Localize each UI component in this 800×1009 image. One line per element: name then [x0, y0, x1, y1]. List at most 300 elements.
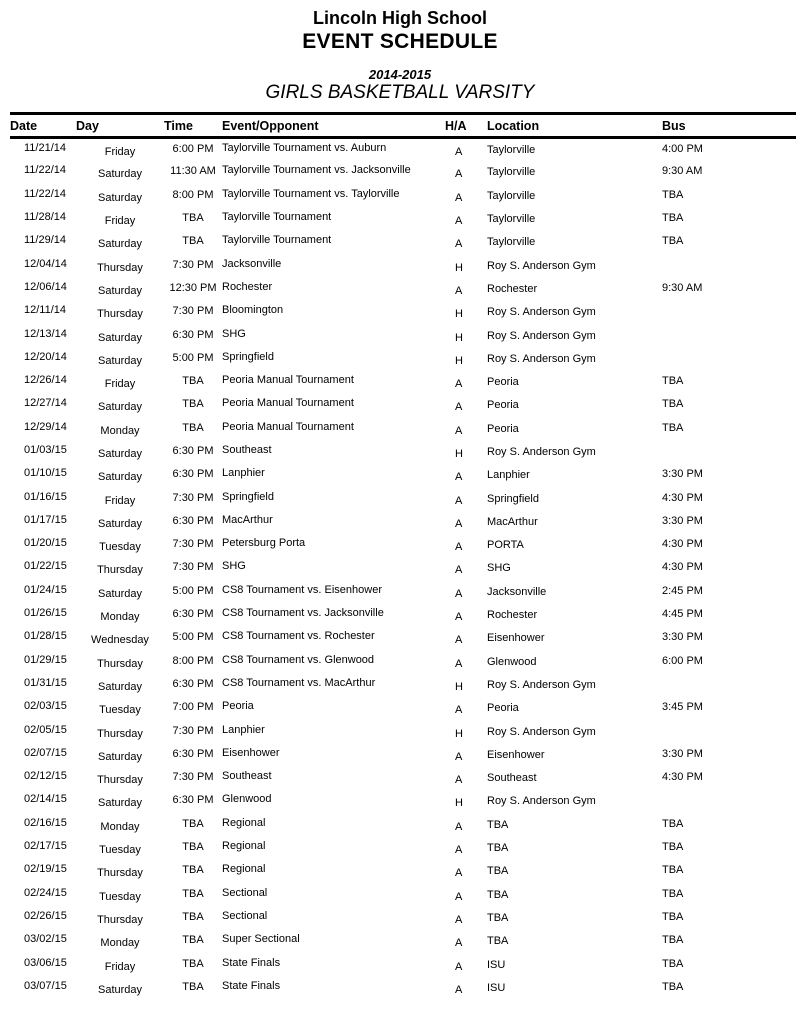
cell-bus: TBA — [662, 864, 684, 877]
table-row — [10, 534, 796, 557]
cell-bus — [662, 672, 796, 695]
cell-day: Thursday — [97, 657, 143, 670]
cell-event: Regional — [222, 816, 266, 829]
cell-time: 7:30 PM — [172, 258, 214, 271]
cell-day: Friday — [104, 145, 136, 158]
cell-location: Peoria — [487, 422, 519, 435]
cell-day: Saturday — [97, 517, 143, 530]
cell-bus — [662, 439, 796, 462]
cell-bus: TBA — [662, 841, 684, 854]
cell-ha: A — [455, 564, 463, 577]
cell-ha: A — [455, 913, 463, 926]
cell-time: TBA — [182, 375, 204, 388]
cell-day: Friday — [104, 960, 136, 973]
cell-event: Peoria Manual Tournament — [222, 374, 354, 387]
cell-day: Saturday — [97, 238, 143, 251]
cell-bus: 3:45 PM — [662, 701, 703, 714]
table-row — [10, 673, 796, 696]
cell-time: 7:30 PM — [172, 771, 214, 784]
cell-location: Roy S. Anderson Gym — [487, 725, 596, 738]
cell-location: Roy S. Anderson Gym — [487, 329, 596, 342]
cell-time: 6:30 PM — [172, 468, 214, 481]
cell-location: TBA — [487, 865, 509, 878]
cell-ha: A — [455, 890, 463, 903]
cell-day: Saturday — [97, 284, 143, 297]
cell-day: Friday — [104, 378, 136, 391]
cell-time: TBA — [182, 980, 204, 993]
cell-event: Taylorville Tournament — [222, 211, 332, 224]
cell-event: Glenwood — [222, 793, 272, 806]
cell-time: 6:30 PM — [172, 608, 214, 621]
cell-bus: 3:30 PM — [662, 631, 703, 644]
cell-event: CS8 Tournament vs. Rochester — [222, 630, 375, 643]
cell-time: 6:30 PM — [172, 445, 214, 457]
cell-ha: A — [455, 284, 463, 297]
cell-day: Friday — [104, 494, 136, 507]
cell-location: Roy S. Anderson Gym — [487, 678, 596, 691]
cell-event: Springfield — [222, 350, 274, 363]
cell-day: Saturday — [97, 471, 143, 484]
cell-ha: A — [455, 424, 463, 437]
schedule-table-body — [10, 138, 796, 1000]
cell-ha: H — [455, 354, 463, 367]
cell-location: TBA — [487, 842, 509, 855]
cell-ha: A — [455, 634, 463, 647]
cell-event: CS8 Tournament vs. Glenwood — [222, 653, 375, 666]
cell-day: Saturday — [97, 168, 143, 181]
column-header-ha: H/A — [445, 114, 487, 138]
cell-event: Regional — [222, 863, 266, 876]
cell-ha: H — [455, 261, 463, 274]
cell-day: Saturday — [97, 750, 143, 763]
cell-date: 03/02/15 — [24, 933, 67, 946]
cell-location: Taylorville — [487, 143, 536, 156]
table-row — [10, 254, 796, 277]
table-row — [10, 883, 796, 906]
cell-event: Sectional — [222, 909, 268, 922]
column-header-location: Location — [487, 114, 662, 138]
table-row — [10, 603, 796, 626]
cell-time: TBA — [182, 212, 204, 225]
table-row — [10, 207, 796, 230]
cell-day: Saturday — [97, 983, 143, 996]
table-row — [10, 906, 796, 929]
cell-event: Sectional — [222, 886, 268, 899]
cell-ha: A — [455, 401, 463, 414]
table-row — [10, 440, 796, 463]
cell-time: TBA — [182, 957, 204, 970]
cell-time: TBA — [182, 841, 204, 854]
cell-time: 7:30 PM — [172, 538, 214, 551]
cell-event: Taylorville Tournament vs. Jacksonville — [222, 164, 411, 177]
cell-time: 6:30 PM — [172, 328, 214, 341]
cell-day: Tuesday — [99, 541, 141, 554]
cell-date: 01/28/15 — [24, 630, 67, 643]
cell-ha: A — [455, 657, 463, 670]
cell-event: Super Sectional — [222, 933, 300, 946]
cell-event: Southeast — [222, 444, 272, 456]
season-label: 2014-2015 — [368, 67, 432, 82]
cell-date: 01/22/15 — [24, 560, 67, 573]
cell-date: 12/11/14 — [24, 304, 67, 317]
cell-event: Jacksonville — [222, 257, 282, 270]
cell-event: Bloomington — [222, 304, 284, 317]
cell-day: Thursday — [97, 913, 143, 926]
cell-time: 5:00 PM — [172, 351, 214, 364]
cell-ha: A — [455, 517, 463, 530]
cell-date: 01/29/15 — [24, 653, 67, 666]
cell-ha: A — [455, 587, 463, 600]
table-row — [10, 464, 796, 487]
table-row — [10, 627, 796, 650]
table-row — [10, 860, 796, 883]
cell-bus: 3:30 PM — [662, 514, 703, 527]
cell-day: Monday — [100, 611, 140, 624]
cell-ha: A — [455, 145, 463, 158]
cell-bus: 3:30 PM — [662, 747, 703, 760]
table-row — [10, 953, 796, 976]
cell-day: Friday — [104, 215, 136, 228]
cell-ha: H — [455, 680, 463, 693]
cell-time: TBA — [182, 235, 204, 248]
table-row — [10, 394, 796, 417]
table-row — [10, 324, 796, 347]
cell-time: 5:00 PM — [172, 631, 214, 644]
cell-ha: A — [455, 238, 463, 251]
cell-date: 01/26/15 — [24, 607, 67, 620]
cell-date: 01/31/15 — [24, 676, 67, 689]
cell-time: 7:30 PM — [172, 305, 214, 318]
table-row — [10, 813, 796, 836]
cell-event: SHG — [222, 327, 246, 340]
table-row — [10, 790, 796, 813]
cell-bus: TBA — [662, 934, 684, 947]
cell-day: Thursday — [97, 261, 143, 274]
cell-bus: TBA — [662, 887, 684, 900]
cell-date: 11/28/14 — [24, 211, 67, 224]
school-name: Lincoln High School — [313, 8, 487, 28]
cell-time: TBA — [182, 398, 204, 411]
table-row — [10, 720, 796, 743]
cell-bus — [662, 346, 796, 369]
table-row — [10, 184, 796, 207]
cell-date: 11/21/14 — [24, 141, 67, 154]
cell-ha: A — [455, 191, 463, 204]
cell-date: 01/20/15 — [24, 537, 67, 550]
cell-day: Monday — [100, 937, 140, 950]
cell-bus: TBA — [662, 235, 684, 248]
cell-date: 02/16/15 — [24, 816, 67, 829]
cell-location: Roy S. Anderson Gym — [487, 795, 596, 808]
cell-time: 7:30 PM — [172, 491, 214, 504]
cell-location: ISU — [487, 981, 506, 994]
cell-event: SHG — [222, 560, 246, 573]
table-row — [10, 557, 796, 580]
table-header-row — [10, 114, 796, 138]
cell-day: Saturday — [97, 797, 143, 810]
cell-day: Wednesday — [91, 634, 149, 647]
cell-event: Lanphier — [222, 467, 265, 480]
cell-day: Thursday — [97, 867, 143, 880]
cell-time: 6:30 PM — [172, 677, 214, 690]
cell-event: Petersburg Porta — [222, 537, 306, 550]
cell-ha: H — [455, 448, 463, 460]
cell-location: Peoria — [487, 399, 519, 412]
cell-location: Rochester — [487, 282, 538, 295]
cell-ha: A — [455, 471, 463, 484]
cell-date: 02/07/15 — [24, 746, 67, 759]
cell-location: Jacksonville — [487, 585, 547, 598]
cell-location: Peoria — [487, 376, 519, 389]
cell-bus: TBA — [662, 421, 684, 434]
cell-time: 7:00 PM — [172, 701, 214, 714]
cell-location: TBA — [487, 818, 509, 831]
cell-time: 5:00 PM — [172, 584, 214, 597]
cell-ha: A — [455, 704, 463, 717]
cell-event: Eisenhower — [222, 746, 280, 759]
cell-bus — [662, 719, 796, 742]
cell-date: 01/24/15 — [24, 583, 67, 596]
cell-date: 02/12/15 — [24, 770, 67, 783]
column-header-time: Time — [164, 114, 222, 138]
cell-day: Tuesday — [99, 704, 141, 717]
cell-ha: A — [455, 378, 463, 391]
cell-date: 01/17/15 — [24, 513, 67, 526]
cell-time: 12:30 PM — [169, 281, 217, 294]
table-row — [10, 930, 796, 953]
table-row — [10, 277, 796, 300]
table-row — [10, 697, 796, 720]
cell-time: TBA — [182, 934, 204, 947]
cell-date: 02/05/15 — [24, 723, 67, 736]
cell-day: Saturday — [97, 331, 143, 344]
cell-location: MacArthur — [487, 515, 538, 528]
cell-time: 6:30 PM — [172, 514, 214, 527]
cell-event: MacArthur — [222, 513, 273, 526]
cell-event: Taylorville Tournament — [222, 234, 332, 247]
cell-date: 11/22/14 — [24, 187, 67, 200]
column-header-event: Event/Opponent — [222, 114, 445, 138]
cell-bus: TBA — [662, 980, 684, 993]
cell-location: Taylorville — [487, 213, 536, 226]
cell-location: Glenwood — [487, 655, 537, 668]
cell-day: Thursday — [97, 564, 143, 577]
cell-date: 12/27/14 — [24, 397, 67, 410]
cell-ha: A — [455, 215, 463, 228]
cell-day: Saturday — [97, 680, 143, 693]
cell-bus — [662, 253, 796, 276]
cell-location: Roy S. Anderson Gym — [487, 259, 596, 272]
cell-location: Springfield — [487, 492, 539, 505]
cell-time: 6:30 PM — [172, 794, 214, 807]
document-title: EVENT SCHEDULE — [302, 30, 498, 53]
cell-location: Taylorville — [487, 189, 536, 202]
column-header-date: Date — [10, 114, 76, 138]
cell-event: CS8 Tournament vs. Jacksonville — [222, 607, 384, 620]
column-header-day: Day — [76, 114, 164, 138]
cell-date: 02/24/15 — [24, 886, 67, 899]
cell-location: TBA — [487, 888, 509, 901]
cell-ha: H — [455, 727, 463, 740]
cell-bus: TBA — [662, 375, 684, 388]
cell-date: 03/06/15 — [24, 956, 67, 969]
cell-date: 12/04/14 — [24, 257, 67, 270]
cell-ha: A — [455, 844, 463, 857]
cell-day: Saturday — [97, 401, 143, 414]
cell-bus: 2:45 PM — [662, 584, 703, 597]
cell-event: State Finals — [222, 979, 281, 992]
cell-date: 01/10/15 — [24, 467, 67, 480]
cell-location: TBA — [487, 911, 509, 924]
cell-bus: TBA — [662, 398, 684, 411]
cell-event: Springfield — [222, 490, 274, 503]
cell-time: TBA — [182, 910, 204, 923]
cell-bus: 3:30 PM — [662, 468, 703, 481]
document-header — [0, 0, 800, 104]
cell-ha: A — [455, 611, 463, 624]
cell-ha: H — [455, 331, 463, 344]
cell-bus: 4:30 PM — [662, 771, 703, 784]
cell-day: Saturday — [97, 191, 143, 204]
cell-day: Tuesday — [99, 890, 141, 903]
table-row — [10, 836, 796, 859]
cell-bus — [662, 300, 796, 323]
cell-ha: A — [455, 750, 463, 763]
table-row — [10, 347, 796, 370]
cell-date: 01/16/15 — [24, 490, 67, 503]
cell-time: 7:30 PM — [172, 561, 214, 574]
cell-bus: 4:00 PM — [662, 142, 703, 155]
cell-location: Southeast — [487, 772, 537, 785]
cell-date: 12/06/14 — [24, 280, 67, 293]
cell-ha: A — [455, 937, 463, 950]
cell-date: 12/20/14 — [24, 350, 67, 363]
cell-date: 12/29/14 — [24, 420, 67, 433]
cell-time: 6:30 PM — [172, 747, 214, 760]
cell-ha: A — [455, 541, 463, 554]
cell-day: Thursday — [97, 727, 143, 740]
table-row — [10, 743, 796, 766]
cell-date: 01/03/15 — [24, 444, 67, 456]
cell-location: Rochester — [487, 609, 538, 622]
cell-location: Roy S. Anderson Gym — [487, 306, 596, 319]
cell-date: 02/19/15 — [24, 863, 67, 876]
cell-event: Lanphier — [222, 723, 265, 736]
cell-ha: A — [455, 494, 463, 507]
table-row — [10, 161, 796, 184]
cell-bus: 9:30 AM — [662, 165, 703, 178]
cell-date: 02/14/15 — [24, 793, 67, 806]
cell-ha: H — [455, 797, 463, 810]
cell-day: Saturday — [97, 354, 143, 367]
table-row — [10, 138, 796, 161]
table-row — [10, 767, 796, 790]
cell-bus: TBA — [662, 957, 684, 970]
cell-ha: A — [455, 983, 463, 996]
cell-time: 8:00 PM — [172, 188, 214, 201]
table-row — [10, 650, 796, 673]
cell-date: 12/13/14 — [24, 327, 67, 340]
cell-event: Rochester — [222, 280, 273, 293]
cell-bus: TBA — [662, 817, 684, 830]
cell-date: 12/26/14 — [24, 374, 67, 387]
cell-location: Eisenhower — [487, 748, 545, 761]
cell-bus — [662, 789, 796, 812]
cell-day: Thursday — [97, 308, 143, 321]
cell-event: State Finals — [222, 956, 281, 969]
cell-location: SHG — [487, 562, 511, 575]
cell-day: Thursday — [97, 774, 143, 787]
cell-bus: 6:00 PM — [662, 654, 703, 667]
cell-location: TBA — [487, 935, 509, 948]
cell-time: TBA — [182, 421, 204, 434]
cell-time: TBA — [182, 817, 204, 830]
cell-ha: A — [455, 820, 463, 833]
cell-location: Peoria — [487, 702, 519, 715]
cell-event: Taylorville Tournament vs. Auburn — [222, 141, 387, 154]
column-header-bus: Bus — [662, 114, 796, 138]
cell-location: PORTA — [487, 539, 524, 552]
cell-time: 7:30 PM — [172, 724, 214, 737]
cell-bus: 4:45 PM — [662, 608, 703, 621]
table-row — [10, 370, 796, 393]
cell-day: Saturday — [97, 448, 143, 460]
schedule-table — [10, 112, 796, 999]
cell-event: Regional — [222, 840, 266, 853]
cell-time: 8:00 PM — [172, 654, 214, 667]
cell-day: Monday — [100, 424, 140, 437]
cell-location: Taylorville — [487, 166, 536, 179]
cell-day: Monday — [100, 820, 140, 833]
cell-event: Peoria — [222, 700, 254, 713]
table-row — [10, 231, 796, 254]
cell-bus: TBA — [662, 212, 684, 225]
cell-ha: A — [455, 774, 463, 787]
cell-ha: A — [455, 960, 463, 973]
cell-date: 02/26/15 — [24, 909, 67, 922]
cell-location: Eisenhower — [487, 632, 545, 645]
cell-bus: 4:30 PM — [662, 561, 703, 574]
team-label: GIRLS BASKETBALL VARSITY — [265, 82, 535, 103]
cell-time: TBA — [182, 887, 204, 900]
table-row — [10, 976, 796, 999]
cell-event: Southeast — [222, 770, 272, 783]
cell-bus: 4:30 PM — [662, 538, 703, 551]
cell-location: Lanphier — [487, 469, 530, 482]
table-row — [10, 417, 796, 440]
cell-bus — [662, 323, 796, 346]
cell-location: Roy S. Anderson Gym — [487, 352, 596, 365]
cell-bus: 4:30 PM — [662, 491, 703, 504]
cell-ha: A — [455, 168, 463, 181]
cell-ha: H — [455, 308, 463, 321]
cell-event: Peoria Manual Tournament — [222, 397, 354, 410]
cell-time: 6:00 PM — [172, 142, 214, 155]
cell-event: CS8 Tournament vs. MacArthur — [222, 676, 376, 689]
cell-day: Saturday — [97, 587, 143, 600]
table-row — [10, 510, 796, 533]
cell-bus: 9:30 AM — [662, 281, 703, 294]
table-row — [10, 301, 796, 324]
cell-date: 11/22/14 — [24, 164, 67, 177]
cell-bus: TBA — [662, 188, 684, 201]
cell-date: 03/07/15 — [24, 979, 67, 992]
cell-time: 11:30 AM — [170, 165, 216, 178]
cell-event: Taylorville Tournament vs. Taylorville — [222, 187, 400, 200]
cell-date: 11/29/14 — [24, 234, 67, 247]
cell-time: TBA — [182, 864, 204, 877]
cell-location: Roy S. Anderson Gym — [487, 446, 596, 458]
